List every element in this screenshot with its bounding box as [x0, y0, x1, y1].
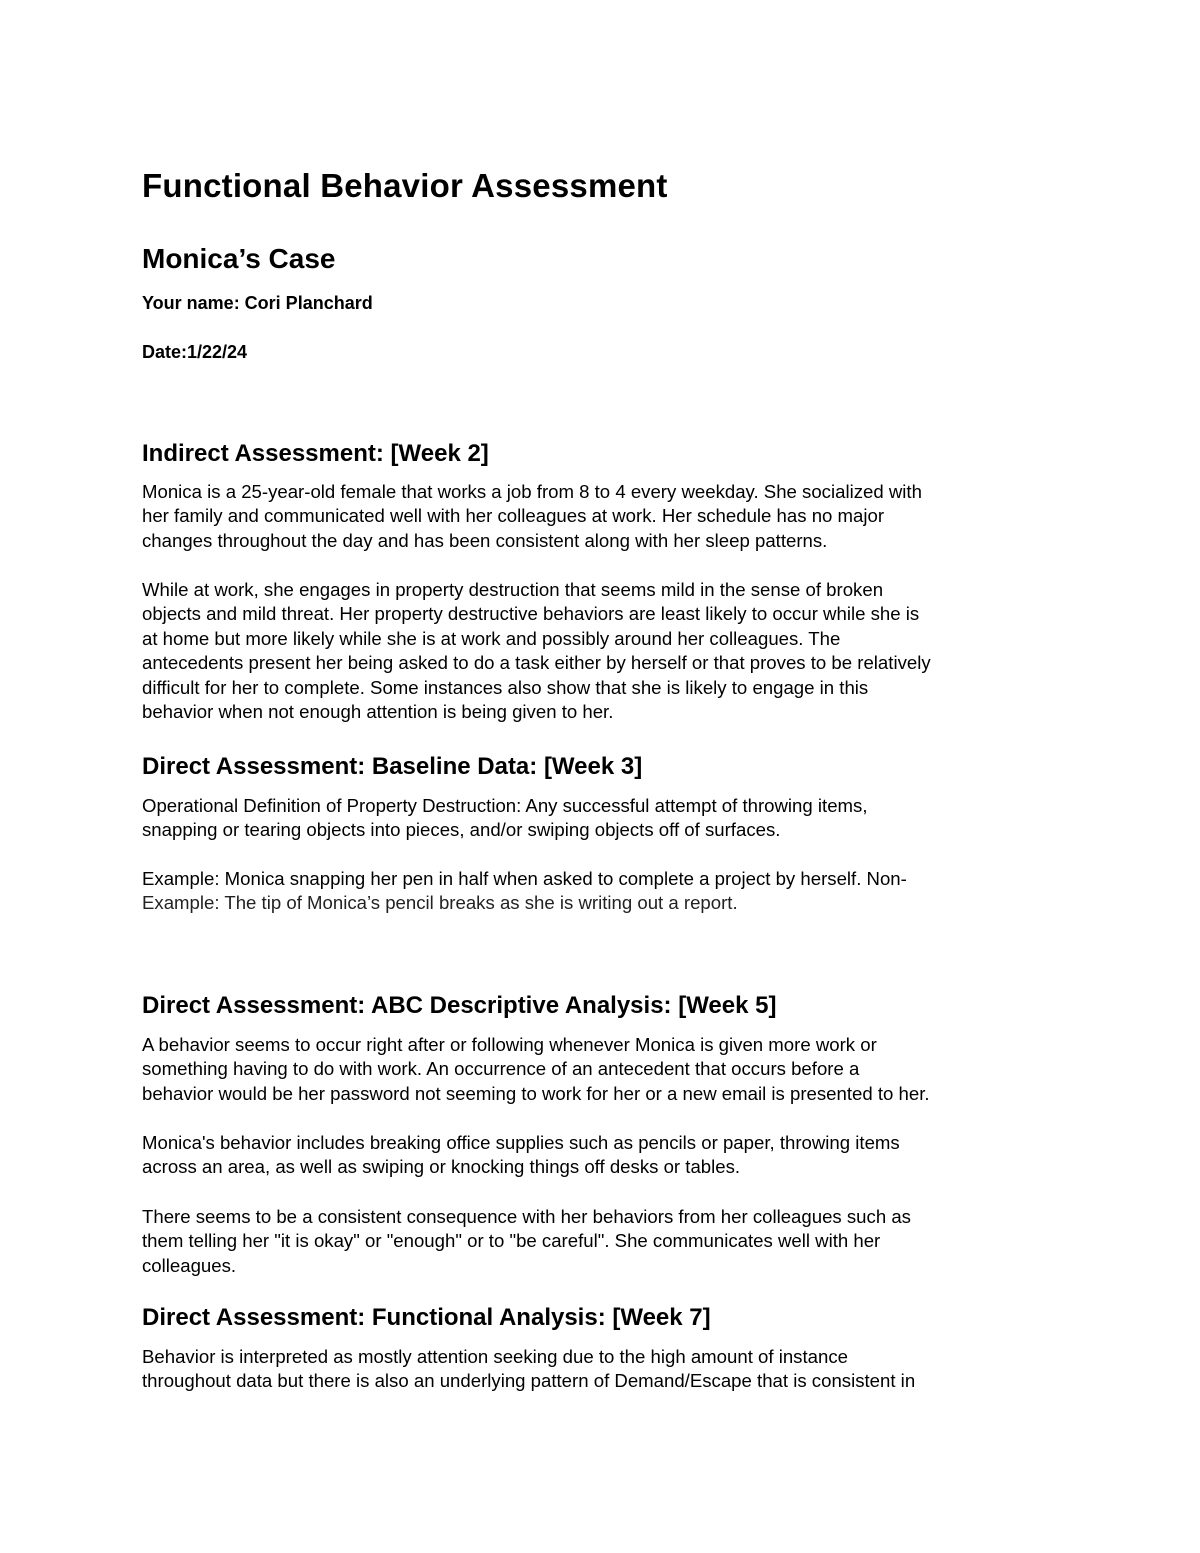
paragraph-line: antecedents present her being asked to do a task either by herself or that proves to be relatively: [142, 652, 931, 674]
paragraph-indirect-background: [142, 480, 922, 553]
paragraph-line: Example: The tip of Monica’s pencil breaks as she is writing out a report.: [142, 892, 738, 914]
document-title: Functional Behavior Assessment: [142, 167, 668, 204]
paragraph-line: objects and mild threat. Her property destructive behaviors are least likely to occur while she is: [142, 603, 920, 625]
paragraph-line: colleagues.: [142, 1254, 237, 1276]
paragraph-line: Monica is a 25-year-old female that works a job from 8 to 4 every weekday. She socialized with: [142, 481, 922, 502]
paragraph-line: throughout data but there is also an underlying pattern of Demand/Escape that is consistent in: [142, 1370, 916, 1392]
paragraph-line: behavior when not enough attention is being given to her.: [142, 701, 614, 723]
section-heading-indirect-assessment: Indirect Assessment: [Week 2]: [142, 440, 489, 467]
section-heading-functional-analysis: Direct Assessment: Functional Analysis: [Week 7]: [142, 1304, 711, 1331]
paragraph-line: There seems to be a consistent consequence with her behaviors from her colleagues such as: [142, 1206, 911, 1227]
section-heading-baseline-data: Direct Assessment: Baseline Data: [Week 3]: [142, 753, 643, 780]
paragraph-line: something having to do with work. An occurrence of an antecedent that occurs before a: [142, 1058, 860, 1080]
paragraph-line: behavior would be her password not seeming to work for her or a new email is presented to her.: [142, 1082, 930, 1104]
paragraph-line: A behavior seems to occur right after or following whenever Monica is given more work or: [142, 1034, 877, 1055]
paragraph-abc-consequence: [142, 1205, 911, 1278]
paragraph-line: Monica's behavior includes breaking office supplies such as pencils or paper, throwing items: [142, 1132, 900, 1153]
paragraph-line: her family and communicated well with her colleagues at work. Her schedule has no major: [142, 505, 885, 527]
paragraph-line: across an area, as well as swiping or knocking things off desks or tables.: [142, 1156, 741, 1178]
paragraph-line: Operational Definition of Property Destruction: Any successful attempt of throwing items,: [142, 795, 868, 816]
paragraph-line: difficult for her to complete. Some instances also show that she is likely to engage in this: [142, 676, 869, 698]
section-heading-abc-analysis: Direct Assessment: ABC Descriptive Analysis: [Week 5]: [142, 992, 777, 1019]
author-name-line: Your name: Cori Planchard: [142, 293, 373, 313]
paragraph-line: Behavior is interpreted as mostly attention seeking due to the high amount of instance: [142, 1346, 848, 1367]
paragraph-line: Example: Monica snapping her pen in half when asked to complete a project by herself. Non-: [142, 868, 907, 889]
date-line: Date:1/22/24: [142, 342, 248, 362]
paragraph-line: While at work, she engages in property destruction that seems mild in the sense of broken: [142, 579, 884, 600]
paragraph-indirect-behavior: [142, 578, 931, 724]
case-subtitle: Monica’s Case: [142, 243, 336, 274]
paragraph-examples: [142, 867, 907, 916]
paragraph-line: at home but more likely while she is at work and possibly around her colleagues. The: [142, 627, 841, 649]
paragraph-functional-interpretation: [142, 1345, 915, 1394]
paragraph-line: changes throughout the day and has been consistent along with her sleep patterns.: [142, 529, 828, 551]
paragraph-line: them telling her "it is okay" or "enough" or to "be careful". She communicates well with her: [142, 1230, 881, 1252]
paragraph-abc-antecedent: [142, 1033, 930, 1106]
paragraph-operational-definition: [142, 794, 868, 843]
paragraph-line: snapping or tearing objects into pieces, and/or swiping objects off of surfaces.: [142, 819, 781, 841]
paragraph-abc-behavior: [142, 1131, 900, 1180]
